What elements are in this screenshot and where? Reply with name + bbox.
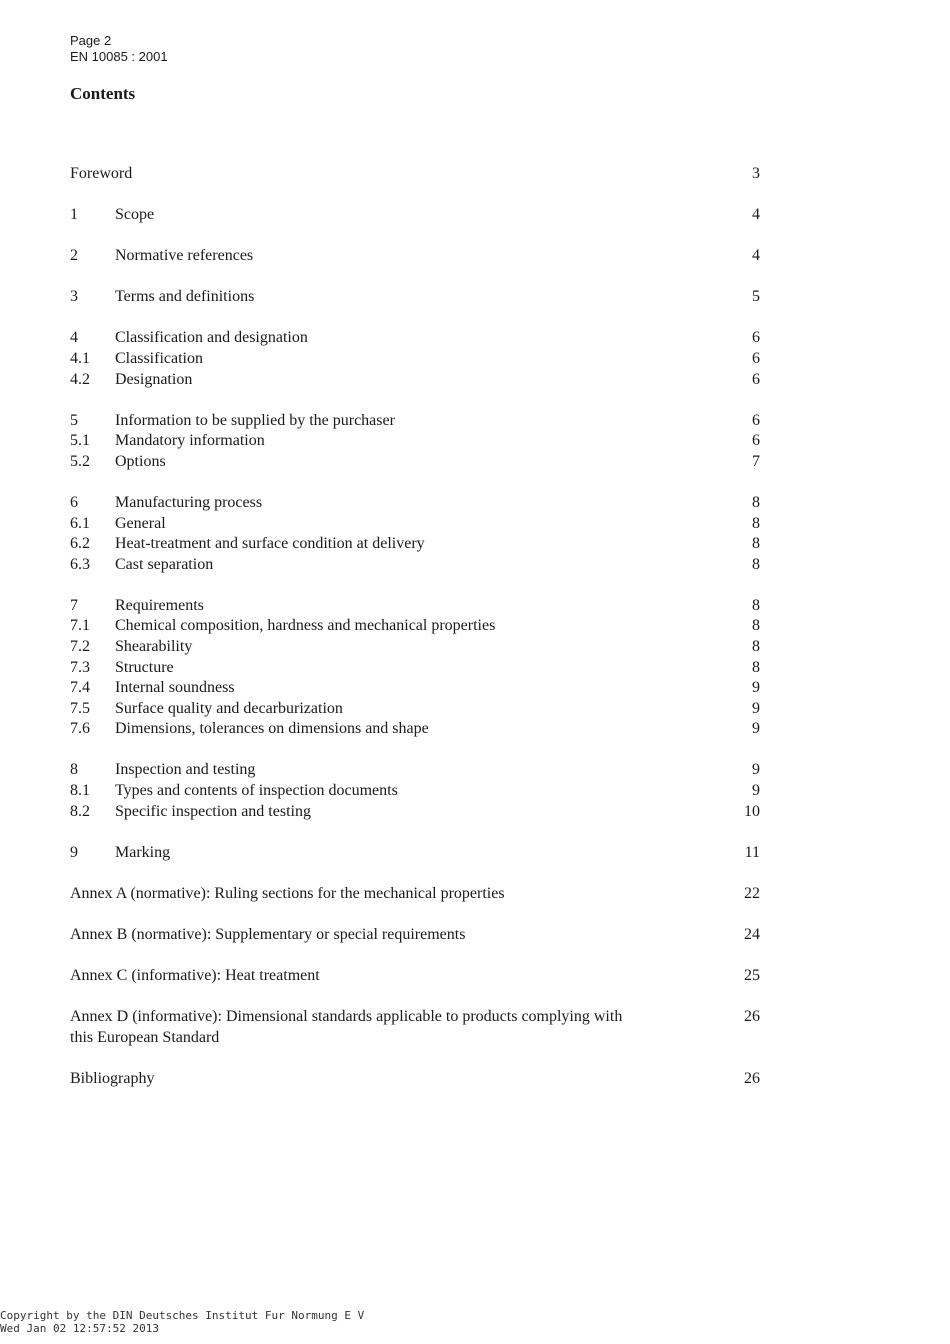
toc-entry-label: Scope [115,206,155,224]
toc-entry-page: 6 [752,432,760,450]
toc-entry-label: Annex B (normative): Supplementary or special requirements [70,925,466,943]
toc-entry-number: 6 [70,493,78,511]
toc-group [70,1069,760,1090]
toc-entry-page: 6 [752,349,760,367]
toc-entry[interactable] [70,370,760,391]
toc-entry-label: Terms and definitions [115,288,255,306]
toc-entry-page: 6 [752,411,760,429]
toc-entry-label: Marking [115,843,171,861]
toc-entry-number: 5.2 [70,452,90,470]
toc-entry-label: Types and contents of inspection documents [115,782,398,800]
toc-entry-number: 6.1 [70,514,90,532]
toc-group [70,493,760,575]
toc-entry[interactable] [70,328,760,349]
page-header [70,33,168,65]
toc-entry-number: 4.2 [70,370,90,388]
toc-entry-page: 8 [752,658,760,676]
toc-entry-label: Normative references [115,247,254,265]
toc-entry-label: Cast separation [115,555,214,573]
toc-entry-page: 25 [744,967,760,985]
toc-entry-page: 8 [752,493,760,511]
toc-entry-page: 8 [752,596,760,614]
toc-entry-label: Designation [115,370,193,388]
toc-group [70,328,760,390]
toc-entry[interactable] [70,678,760,699]
toc-group [70,205,760,226]
toc-entry-number: 5 [70,411,78,429]
toc-group [70,1007,760,1048]
toc-entry[interactable] [70,760,760,781]
table-of-contents [70,164,760,1110]
page-number: Page 2 [70,33,112,48]
toc-entry-page: 22 [744,884,760,902]
toc-entry[interactable] [70,966,760,987]
toc-entry-label: Annex D (informative): Dimensional standards applicable to products complying with this European Standard [70,1008,623,1046]
toc-group [70,596,760,740]
toc-entry-number: 1 [70,206,78,224]
toc-entry[interactable] [70,493,760,514]
toc-entry[interactable] [70,781,760,802]
toc-entry-label: Inspection and testing [115,761,256,779]
page-title: Contents [70,84,136,103]
toc-entry-label: Structure [115,658,174,676]
toc-entry-number: 7.1 [70,617,90,635]
toc-entry[interactable] [70,534,760,555]
toc-entry-page: 8 [752,555,760,573]
toc-entry-number: 3 [70,288,78,306]
toc-entry-label: Annex C (informative): Heat treatment [70,967,320,985]
toc-entry-number: 8 [70,761,78,779]
toc-entry-label: Information to be supplied by the purchaser [115,411,395,429]
toc-entry-number: 4 [70,329,78,347]
toc-entry-label: Surface quality and decarburization [115,699,343,717]
toc-entry-page: 9 [752,699,760,717]
toc-entry-page: 8 [752,514,760,532]
toc-entry-number: 2 [70,247,78,265]
toc-group [70,246,760,267]
toc-entry-page: 9 [752,679,760,697]
toc-entry[interactable] [70,699,760,720]
toc-entry-label: Classification and designation [115,329,308,347]
toc-entry-page: 26 [744,1069,760,1087]
toc-entry[interactable] [70,719,760,740]
toc-entry-number: 5.1 [70,432,90,450]
toc-entry-label: Heat-treatment and surface condition at delivery [115,535,425,553]
toc-entry-page: 10 [744,802,760,820]
toc-entry-label: Chemical composition, hardness and mechanical properties [115,617,496,635]
toc-group [70,925,760,946]
toc-entry[interactable] [70,1007,760,1048]
timestamp-line: Wed Jan 02 12:57:52 2013 [0,1322,159,1335]
toc-entry-page: 6 [752,329,760,347]
toc-entry-label: Internal soundness [115,679,235,697]
toc-entry-label: Options [115,452,166,470]
toc-entry-label: Bibliography [70,1069,155,1087]
toc-entry[interactable] [70,205,760,226]
toc-entry[interactable] [70,925,760,946]
toc-entry-page: 4 [752,206,760,224]
toc-entry-page: 5 [752,288,760,306]
copyright-line: Copyright by the DIN Deutsches Institut Fur Normung E V [0,1309,365,1322]
toc-entry[interactable] [70,1069,760,1090]
toc-entry[interactable] [70,802,760,823]
toc-group [70,411,760,473]
toc-entry[interactable] [70,452,760,473]
toc-entry-page: 8 [752,535,760,553]
toc-entry-page: 7 [752,452,760,470]
toc-entry-label: Specific inspection and testing [115,802,311,820]
toc-entry-page: 24 [744,925,760,943]
toc-entry-label: Foreword [70,165,133,182]
toc-entry-number: 7.2 [70,638,90,655]
standard-designation: EN 10085 : 2001 [70,49,168,64]
toc-entry[interactable] [70,431,760,452]
toc-entry-page: 11 [744,843,760,861]
toc-entry-label: Manufacturing process [115,493,263,511]
toc-entry-page: 9 [752,761,760,779]
toc-entry-page: 3 [752,165,760,182]
toc-entry-label: General [115,514,166,532]
toc-entry-page: 26 [744,1008,760,1026]
toc-entry-page: 4 [752,247,760,265]
toc-entry-number: 7.6 [70,720,90,738]
toc-entry-number: 7.4 [70,679,90,697]
toc-entry[interactable] [70,164,760,185]
toc-entry[interactable] [70,843,760,864]
toc-entry[interactable] [70,514,760,535]
toc-entry[interactable] [70,349,760,370]
toc-entry-label: Annex A (normative): Ruling sections for the mechanical properties [70,884,505,902]
toc-entry-number: 7.5 [70,699,90,717]
toc-entry-page: 6 [752,370,760,388]
toc-entry[interactable] [70,658,760,679]
toc-entry[interactable] [70,411,760,432]
toc-group [70,843,760,864]
toc-entry-label: Mandatory information [115,432,265,450]
toc-group [70,966,760,987]
page-footer [0,1309,364,1335]
toc-entry-number: 4.1 [70,349,90,367]
toc-entry[interactable] [70,596,760,617]
toc-entry-number: 9 [70,843,78,861]
toc-entry-number: 7 [70,596,78,614]
toc-entry-label: Classification [115,349,203,367]
toc-entry-label: Dimensions, tolerances on dimensions and shape [115,720,429,738]
toc-group [70,287,760,308]
toc-entry-number: 8.2 [70,802,90,820]
toc-group [70,164,760,185]
toc-entry[interactable] [70,616,760,637]
toc-entry[interactable] [70,555,760,576]
toc-entry-number: 6.3 [70,555,90,573]
toc-entry-number: 8.1 [70,782,90,800]
toc-entry-page: 8 [752,638,760,655]
toc-entry-number: 7.3 [70,658,90,676]
toc-entry[interactable] [70,884,760,905]
toc-group [70,760,760,822]
toc-entry-label: Shearability [115,638,193,655]
toc-group [70,884,760,905]
toc-entry-page: 9 [752,782,760,800]
toc-entry[interactable] [70,637,760,658]
toc-entry-number: 6.2 [70,535,90,553]
toc-entry[interactable] [70,246,760,267]
toc-entry[interactable] [70,287,760,308]
toc-entry-label: Requirements [115,596,204,614]
toc-entry-page: 8 [752,617,760,635]
toc-entry-page: 9 [752,720,760,738]
